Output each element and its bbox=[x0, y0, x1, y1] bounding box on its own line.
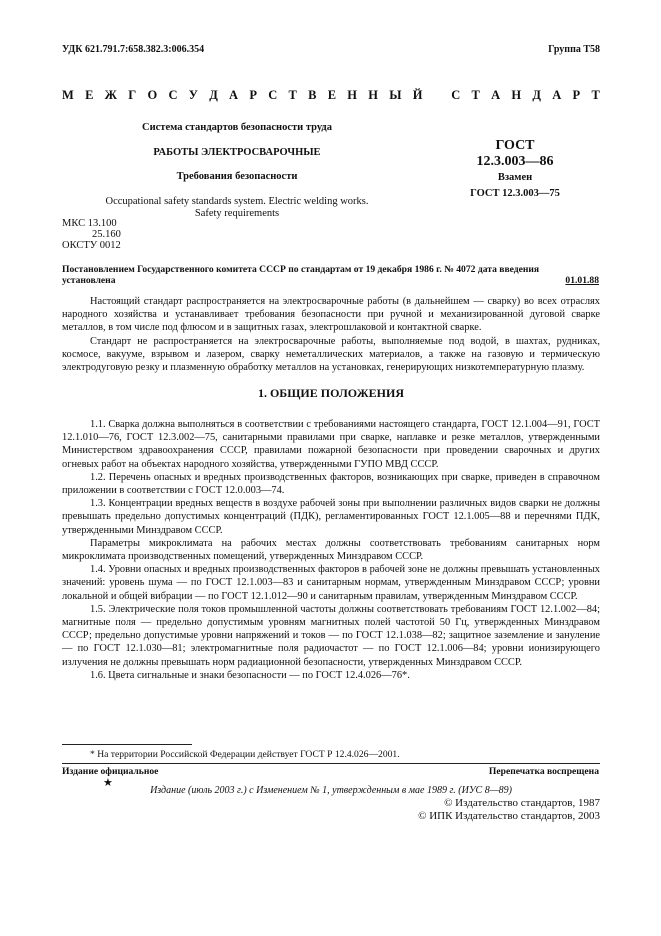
gost-number: 12.3.003—86 bbox=[476, 154, 554, 169]
standard-type-letter: Ж bbox=[104, 88, 118, 102]
standard-type-letter: А bbox=[552, 88, 562, 102]
footnote-rule bbox=[62, 744, 192, 745]
standard-type bbox=[62, 88, 600, 103]
gost-label: ГОСТ bbox=[495, 138, 535, 153]
standard-type-letter: Т bbox=[591, 88, 600, 102]
standard-type-letter: А bbox=[229, 88, 239, 102]
standard-type-letter: Ы bbox=[389, 88, 402, 102]
section-paragraph-1-2: 1.2. Перечень опасных и вредных производственных факторов, возникающих при сварке, приведен в справочном приложении в соответствии с ГОСТ 12.0.003—74. bbox=[62, 471, 600, 497]
instead-label: Взамен bbox=[497, 172, 533, 183]
standard-type-letter: В bbox=[308, 88, 317, 102]
reprint-prohibited: Перепечатка воспрещена bbox=[488, 766, 599, 777]
decree-line-2: установлена bbox=[62, 275, 116, 286]
standard-type-letter: Н bbox=[347, 88, 358, 102]
section-paragraph-1-1: 1.1. Сварка должна выполняться в соответствии с требованиями настоящего стандарта, ГОСТ 12.1.004—91, ГОСТ 12.1.010—76, ГОСТ 12.3.002—75, санитарными правилами при сварке, наплавке и резке металлов, утвержденными Министерством здравоохранения СССР, правилами пожарной безопасности при проведении сварочных и других огневых работ на объектах народного хозяйства, утвержденными ГУПО МВД СССР. bbox=[62, 419, 600, 470]
standard-type-letter: Й bbox=[412, 88, 423, 102]
copyright-2003: © ИПК Издательство стандартов, 2003 bbox=[418, 810, 600, 822]
mks-code-2: 25.160 bbox=[92, 229, 121, 240]
group-code: Группа Т58 bbox=[548, 44, 600, 55]
section-paragraph-microclimate: Параметры микроклимата на рабочих местах должны соответствовать требованиям санитарных норм микроклимата производственных помещений, утвержденных Минздравом СССР. bbox=[62, 537, 600, 563]
standard-type-letter: Р bbox=[572, 88, 581, 102]
intro-block bbox=[62, 295, 600, 374]
footnote: * На территории Российской Федерации действует ГОСТ Р 12.4.026—2001. bbox=[90, 749, 400, 760]
copyright-1987: © Издательство стандартов, 1987 bbox=[444, 797, 600, 809]
mks-code-1: МКС 13.100 bbox=[62, 218, 117, 229]
standard-type-letter: С bbox=[451, 88, 461, 102]
section-paragraph-1-6: 1.6. Цвета сигнальные и знаки безопасности — по ГОСТ 12.4.026—76*. bbox=[90, 669, 410, 681]
section-paragraph-1-3: 1.3. Концентрации вредных веществ в воздухе рабочей зоны при выполнении различных видов сварки не должны превышать предельно допустимых концентраций (ПДК), регламентированных ГОСТ 12.1.005—88 и перечнями ПДК, утвержденными Минздравом СССР. bbox=[62, 498, 600, 536]
decree-date: 01.01.88 bbox=[565, 275, 599, 286]
decree-line-1: Постановлением Государственного комитета СССР по стандартам от 19 декабря 1986 г. № 4072 дата введения bbox=[62, 264, 540, 275]
standard-type-letter: У bbox=[188, 88, 198, 102]
footer-rule bbox=[62, 763, 600, 764]
standard-type-letter: Е bbox=[327, 88, 337, 102]
section-paragraph-1-4: 1.4. Уровни опасных и вредных производственных факторов в рабочей зоне не должны превышать установленных значений: уровень шума — по ГОСТ 12.1.003—83 и санитарным нормам, утвержденным Минздравом СССР; уровни локальной и общей вибрации — по ГОСТ 12.1.012—90 и санитарным правилам, утвержденным Минздравом СССР. bbox=[62, 564, 600, 602]
english-title-line-2: Safety requirements bbox=[194, 208, 280, 219]
standard-type-letter: Н bbox=[511, 88, 522, 102]
standard-type-gap bbox=[434, 88, 440, 103]
standard-type-letter: М bbox=[62, 88, 74, 102]
section-title: 1. ОБЩИЕ ПОЛОЖЕНИЯ bbox=[257, 386, 405, 400]
section-paragraph-1-5: 1.5. Электрические поля токов промышленной частоты должны соответствовать требованиям ГОСТ 12.1.002—84; магнитные поля — предельно допустимым уровням магнитных полей частотой 50 Гц, утвержденных Минздравом СССР; предельно допустимые уровни напряжений и токов — по ГОСТ 12.1.038—82; защитное заземление и зануление — по ГОСТ 12.1.030—81; электромагнитные поля радиочастот — по ГОСТ 12.1.006—84; уровни ионизирующего излучения не должны превышать норм радиационной безопасности, утвержденных Минздравом СССР. bbox=[62, 603, 600, 668]
standard-type-letter: Р bbox=[249, 88, 257, 102]
instead-number: ГОСТ 12.3.003—75 bbox=[470, 188, 560, 199]
standard-type-letter: Т bbox=[288, 88, 297, 102]
section-block bbox=[62, 418, 600, 682]
standard-type-letter: Н bbox=[368, 88, 378, 102]
standard-type-letter: Т bbox=[471, 88, 480, 102]
standard-type-letter: С bbox=[268, 88, 278, 102]
system-name: Система стандартов безопасности труда bbox=[142, 122, 332, 133]
standard-type-letter: Д bbox=[532, 88, 542, 102]
star-icon: ★ bbox=[103, 777, 113, 789]
okstu-code: ОКСТУ 0012 bbox=[62, 240, 121, 251]
standard-type-letter: О bbox=[147, 88, 158, 102]
document-subtitle: Требования безопасности bbox=[176, 171, 298, 182]
document-name: РАБОТЫ ЭЛЕКТРОСВАРОЧНЫЕ bbox=[153, 147, 321, 158]
standard-type-letter: С bbox=[168, 88, 178, 102]
udk-code: УДК 621.791.7:658.382.3:006.354 bbox=[62, 44, 205, 55]
edition-note: Издание (июль 2003 г.) с Изменением № 1, утвержденным в мае 1989 г. (ИУС 8—89) bbox=[150, 785, 512, 796]
intro-paragraph-2: Стандарт не распространяется на электросварочные работы, выполняемые под водой, в шахтах, рудниках, космосе, вакууме, взрывом и лазером, сварку неметаллических материалов, а также на газовую и термическую электродуговую резку и плазменную обработку металлов на установках, генерирующих низкотемпературную плазму. bbox=[62, 335, 600, 374]
standard-type-letter: Е bbox=[85, 88, 94, 102]
standard-type-letter: А bbox=[491, 88, 501, 102]
intro-paragraph-1: Настоящий стандарт распространяется на электросварочные работы (в дальнейшем — сварку) во всех отраслях народного хозяйства и устанавливает требования безопасности при ручной и механизированной дуговой сварке металлов, в том числе под флюсом и в защитных газах, электрошлаковой и контактной сварке. bbox=[62, 296, 600, 334]
standard-type-letter: Д bbox=[209, 88, 218, 102]
standard-type-letter: Г bbox=[128, 88, 137, 102]
official-edition: Издание официальное bbox=[62, 766, 159, 777]
english-title-line-1: Occupational safety standards system. Electric welding works. bbox=[105, 196, 369, 207]
